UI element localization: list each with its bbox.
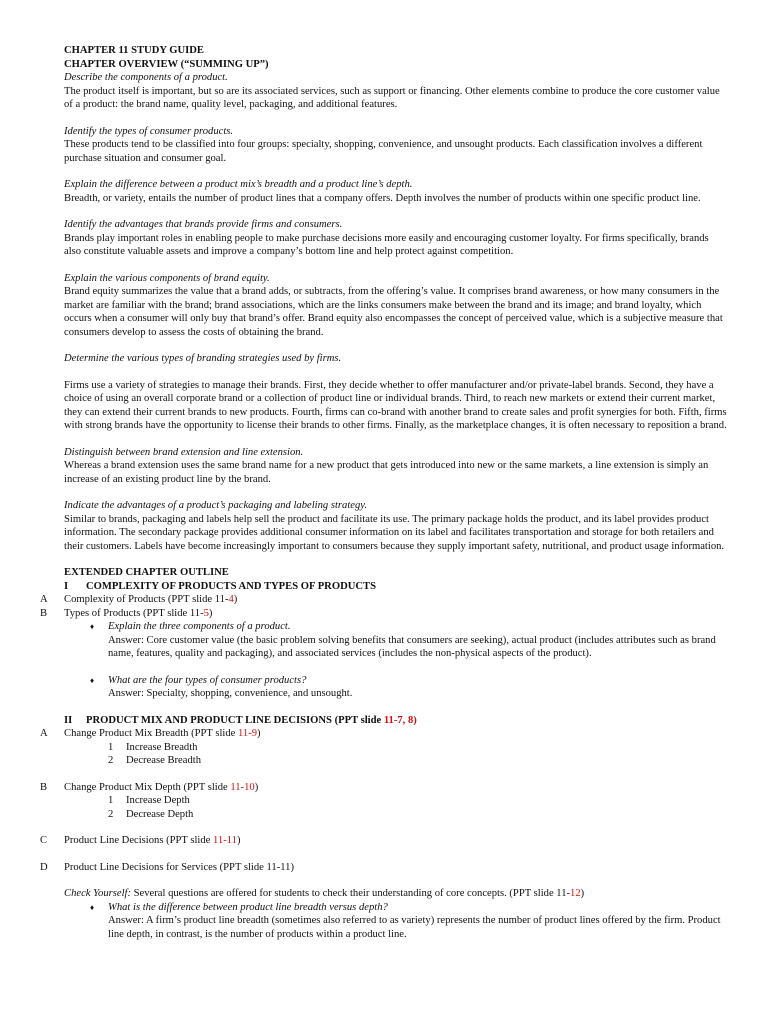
sub-item <box>64 808 728 822</box>
outline-item <box>40 781 728 795</box>
overview-question: Identify the types of consumer products. <box>64 125 234 137</box>
slide-number: 5 <box>203 607 209 619</box>
overview-answer: Brand equity summarizes the value that a brand adds, or subtracts, from the offering’s value. It comprises brand awareness, or how many consumers in the market are familiar with the brand; brand associations, which are the links consumers make between the brand and its image; and brand loyalty, which occurs when a consumer will only buy that brand’s offer. Brand equity also encompasses the concept of perceived value, which is a subjective measure that consumers develop to assess the costs of obtaining the brand. <box>64 286 723 338</box>
outline-text-end: ) <box>208 607 213 619</box>
outline-letter: B <box>40 781 48 793</box>
outline-text: Complexity of Products (PPT slide 11- <box>64 594 229 605</box>
overview-item <box>64 178 728 205</box>
overview-question: Describe the components of a product. <box>64 72 228 83</box>
overview-title: CHAPTER OVERVIEW (“SUMMING UP”) <box>64 58 269 70</box>
bullet-question: What is the difference between product line breadth versus depth? <box>108 901 388 913</box>
bullet-question: What are the four types of consumer products? <box>108 674 307 686</box>
sub-number: 2 <box>108 808 114 820</box>
outline-item <box>40 834 728 848</box>
outline-letter: A <box>40 594 48 605</box>
outline-text-end: ) <box>236 835 241 846</box>
sub-text: Decrease Depth <box>126 808 194 820</box>
overview-question: Distinguish between brand extension and line extension. <box>64 446 304 458</box>
outline-letter: D <box>40 861 48 873</box>
section-title: PRODUCT MIX AND PRODUCT LINE DECISIONS (PPT slide <box>86 714 384 726</box>
outline-letter: A <box>40 728 48 739</box>
outline-item <box>40 607 728 621</box>
overview-item <box>64 125 728 166</box>
check-text: Several questions are offered for students to check their understanding of core concepts. (PPT slide 11- <box>131 888 571 899</box>
bullet-answer: Answer: Core customer value (the basic problem solving benefits that consumers are seeking), actual product (includes attributes such as brand name, features, quality and packaging), and associated services (includes the non-physical aspects of the product). <box>108 634 716 659</box>
overview-item <box>64 218 728 259</box>
overview-answer: Brands play important roles in enabling people to make purchase decisions more easily and encouraging customer loyalty. For firms specifically, brands also constitute valuable assets and improve a company’s bottom line and help protect against competition. <box>64 232 709 257</box>
overview-question: Determine the various types of branding strategies used by firms. <box>64 353 342 364</box>
slide-number: 11-7, 8) <box>383 714 417 726</box>
check-label: Check Yourself: <box>64 888 131 899</box>
overview-question: Indicate the advantages of a product’s packaging and labeling strategy. <box>64 500 368 511</box>
overview-answer: The product itself is important, but so are its associated services, such as support or financing. Other elements combine to produce the core customer value of a product: the brand name, quality level, packaging, and additional features. <box>64 85 720 110</box>
bullet-answer: Answer: Specialty, shopping, convenience, and unsought. <box>108 688 353 699</box>
overview-answer: Similar to brands, packaging and labels help sell the product and facilitate its use. The primary package holds the product, and its label provides product information. The secondary package provides additional consumer information on its label and facilitates transportation and storage for both retailers and their customers. Labels have become increasingly important to consumers because they supply important safety, nutritional, and product usage information. <box>64 513 725 552</box>
overview-question: Explain the various components of brand equity. <box>64 272 270 284</box>
outline-letter: C <box>40 835 48 846</box>
sub-item <box>64 794 728 808</box>
sub-text: Increase Depth <box>126 795 190 806</box>
sub-number: 1 <box>108 795 114 806</box>
section-heading <box>64 580 728 594</box>
sub-item <box>64 754 728 768</box>
outline-text: Change Product Mix Depth (PPT slide <box>64 781 231 793</box>
slide-number: 11-10 <box>230 781 255 793</box>
diamond-bullet-icon: ♦ <box>90 675 95 685</box>
overview-answer: Firms use a variety of strategies to manage their brands. First, they decide whether to offer manufacturer and/or private-label brands. Second, they have a choice of using an overall corporate brand or a collection of product line or individual brands. Third, to reach new markets or extend their current market, they can extend their current brands to new products. Fourth, firms can co-brand with another brand to create sales and profit synergies for both. Fifth, firms with strong brands have the opportunity to license their brands to other firms. Finally, as the marketplace changes, it is often necessary to reposition a brand. <box>64 379 727 431</box>
slide-number: 12 <box>570 888 581 899</box>
slide-number: 11-11 <box>213 835 237 846</box>
bullet-item <box>64 674 728 701</box>
section-title: COMPLEXITY OF PRODUCTS AND TYPES OF PRODUCTS <box>86 580 376 592</box>
bullet-item <box>64 901 728 942</box>
overview-answer: These products tend to be classified into four groups: specialty, shopping, convenience, and unsought products. Each classification involves a different purchase situation and consumer goal. <box>64 139 703 164</box>
sub-text: Decrease Breadth <box>126 755 201 766</box>
outline-text-end: ) <box>257 728 261 739</box>
overview-item <box>64 71 728 112</box>
sub-item <box>64 741 728 755</box>
chapter-title: CHAPTER 11 STUDY GUIDE <box>64 45 204 56</box>
bullet-answer: Answer: A firm’s product line breadth (sometimes also referred to as variety) represents the number of product lines offered by the firm. Product line depth, in contrast, is the number of products within a product line. <box>108 915 721 940</box>
slide-number: 4 <box>228 594 234 605</box>
overview-item <box>64 499 728 553</box>
outline-title: EXTENDED CHAPTER OUTLINE <box>64 567 229 578</box>
sub-text: Increase Breadth <box>126 741 198 753</box>
outline-letter: B <box>40 607 48 619</box>
outline-item <box>40 593 728 607</box>
diamond-bullet-icon: ♦ <box>90 622 95 631</box>
diamond-bullet-icon: ♦ <box>90 902 95 912</box>
overview-item <box>64 272 728 340</box>
section-number: I <box>64 580 69 592</box>
section-number: II <box>64 714 73 726</box>
section-heading <box>64 714 728 728</box>
overview-answer: Whereas a brand extension uses the same brand name for a new product that gets introduced into new or the same markets, a line extension is simply an increase of an existing product line by the brand. <box>64 460 709 485</box>
outline-text: Change Product Mix Breadth (PPT slide <box>64 728 239 739</box>
bullet-item <box>64 620 728 661</box>
overview-question: Identify the advantages that brands provide firms and consumers. <box>64 219 343 230</box>
overview-item <box>64 352 728 433</box>
outline-text: Product Line Decisions for Services (PPT slide 11-11) <box>64 861 294 873</box>
overview-item <box>64 446 728 487</box>
overview-question: Explain the difference between a product mix’s breadth and a product line’s depth. <box>64 179 413 190</box>
slide-number: 11-9 <box>238 728 258 739</box>
outline-item <box>40 727 728 741</box>
check-yourself <box>64 887 728 901</box>
outline-text-end: ) <box>254 781 259 793</box>
outline-text: Product Line Decisions (PPT slide <box>64 835 213 846</box>
sub-number: 1 <box>108 741 114 753</box>
outline-text-end: ) <box>233 594 238 605</box>
outline-text: Types of Products (PPT slide 11- <box>64 607 204 619</box>
bullet-question: Explain the three components of a product. <box>108 621 291 632</box>
sub-number: 2 <box>108 755 114 766</box>
overview-answer: Breadth, or variety, entails the number of product lines that a company offers. Depth involves the number of products within one specific product line. <box>64 192 701 204</box>
outline-item <box>40 861 728 875</box>
check-end: ) <box>580 888 585 899</box>
